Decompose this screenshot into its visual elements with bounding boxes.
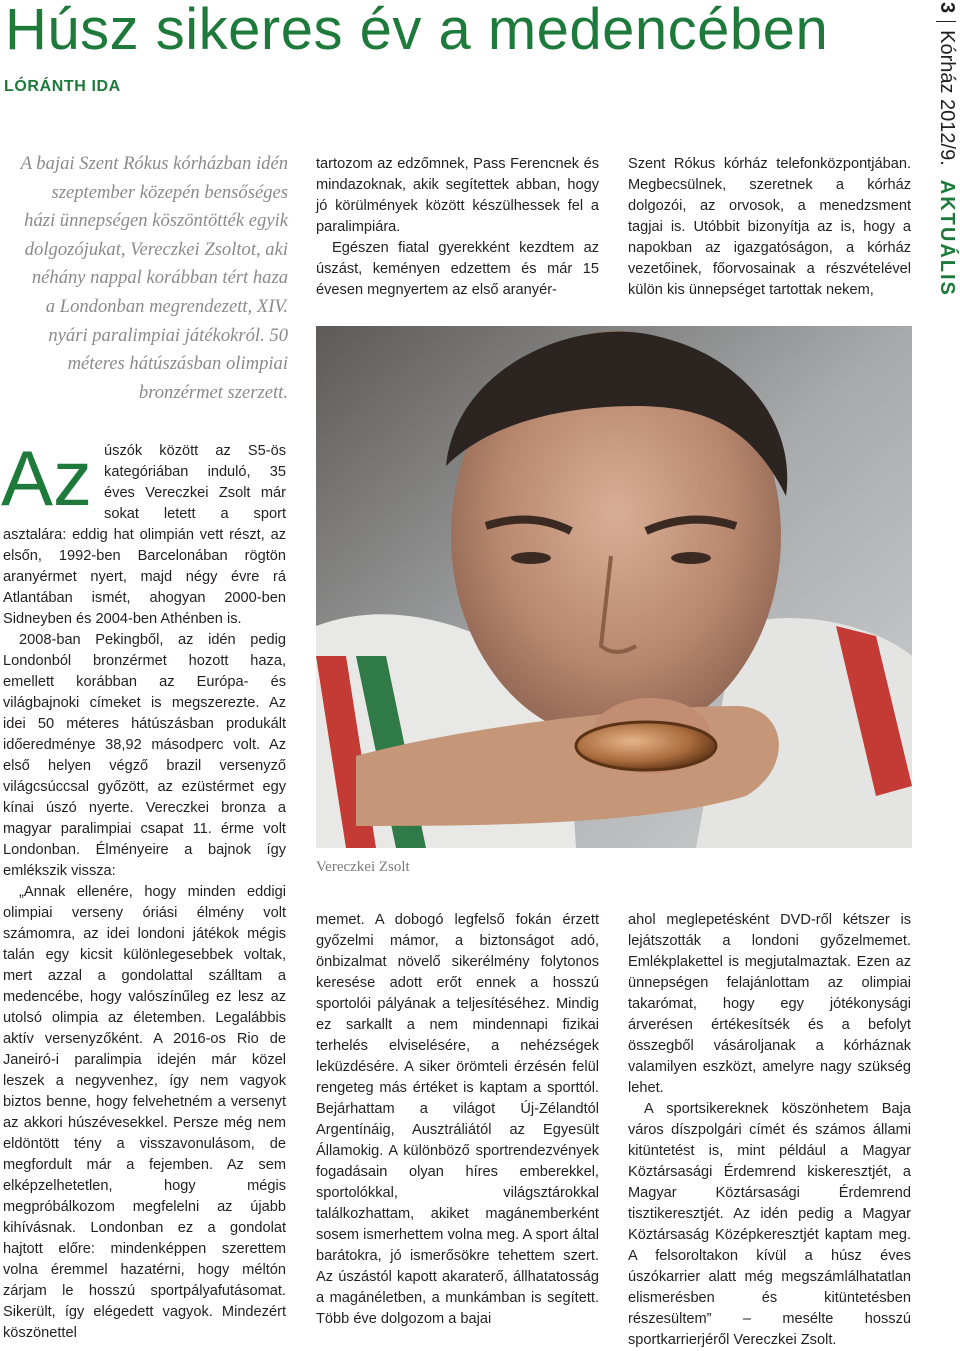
body-paragraph: Szent Rókus kórház telefonközpontjában. Megbecsülnek, szeretnek a kórház dolgozói, az orvosok, a menedzsment tagjai is. Utóbbit bizonyítja az is, hogy a napokban az igazgatóságon, a kórház vezetőinek, főorvosainak a részvételével külön kis ünnepséget tartottak nekem, [628, 156, 911, 298]
body-paragraph: A sportsikereknek köszönhetem Baja város díszpolgári címét és számos állami kitüntetést is, mint például a Magyar Köztársasági Érdemrend kiskeresztjét, a Magyar Köztársasági Érdemrend tisztikeresztjét. Az idén pedig a Magyar Köztársaság Középkeresztjét kaptam meg. A felsoroltakon kívül a húsz éves úszókarrier alatt még megszámlálhatatlan elismerésben és kitüntetésben részesültem” – mesélte hosszú sportkarrierjéről Vereczkei Zsolt. [628, 1101, 911, 1348]
drop-cap: Az [1, 434, 93, 522]
body-paragraph: tartozom az edzőmnek, Pass Ferencnek és mindazoknak, akik segítettek abban, hogy jó körülmények között készülhessek fel a paralimpiára. [316, 156, 599, 235]
photo-caption: Vereczkei Zsolt [316, 859, 410, 875]
page-number: 3 [936, 2, 958, 14]
photo-illustration [316, 326, 912, 848]
sidebar-label [935, 2, 958, 297]
author-byline: LÓRÁNTH IDA [4, 78, 121, 95]
article-column-3-bottom [628, 910, 911, 1351]
lead-paragraph: A bajai Szent Rókus kórházban idén szeptember közepén bensőséges házi ünnepségen köszöntötték egyik dolgozójukat, Vereczkei Zsoltot, aki néhány nappal korábban tért haza a Londonban megrendezett, XIV. nyári paralimpiai játékokról. 50 méteres hátúszásban olimpiai bronzérmet szerzett. [20, 153, 288, 403]
body-paragraph: memet. A dobogó legfelső fokán érzett győzelmi mámor, a biztonságot adó, önbizalmat növelő sikerélmény folytonos keresése adott erőt ennek a hosszú sportolói pályának a teljesítéséhez. Mindig ez sarkallt a nem mindennapi fizikai terhelés elviselésére, a nehézségek leküzdésére. A siker örömteli érzésén felül rengeteg más értéket is kaptam a sporttól. Bejárhattam a világot Új-Zélandtól Argentínáig, Ausztráliától az Egyesült Államokig. A különböző sportrendezvények fogadásain olyan híres emberekkel, sportolókkal, világsztárokkal találkozhattam, akiket magánemberként sosem ismerhettem volna meg. A sport által barátokra, jó ismerősökre tehettem szert. Az úszástól kapott akaraterő, állhatatosság a magánéletben, a munkámban is segített. Több éve dolgozom a bajai [316, 912, 599, 1327]
body-paragraph: 2008-ban Pekingből, az idén pedig Londonból bronzérmet hozott haza, emellett korábban az Európa- és világbajnoki címeket is megszerezte. Az idei 50 méteres hátúszásban produkált időeredménye 38,92 másodperc volt. Az első helyen végző brazil versenyző világcsúccsal győzött, az ezüstérmet egy kínai úszó nyerte. Vereczkei bronza a magyar paralimpiai csapat 11. érme volt Londonban. Élményeire a bajnok így emlékszik vissza: [3, 632, 286, 879]
sidebar-divider [937, 21, 957, 22]
article-column-3-top [628, 154, 911, 301]
section-label: AKTUÁLIS [936, 179, 958, 297]
body-paragraph: Egészen fiatal gyerekként kezdtem az úszást, keményen edzettem és már 15 évesen megnyertem az első aranyér- [316, 240, 599, 298]
body-paragraph: ahol meglepetésként DVD-ről kétszer is lejátszották a londoni győzelmemet. Emlékplakettel is megjutalmaztak. Ezen az ünnepségen felajánlottam az olimpiai takarómat, hogy egy jótékonysági árverésen értékesítsék és a befolyt összegből vásároljanak a kórháznak valamilyen eszközt, amelyre nagy szükség lehet. [628, 912, 911, 1096]
body-paragraph: Az úszók között az S5-ös kategóriában induló, 35 éves Vereczkei Zsolt már sokat letett a sport asztalára: eddig hat olimpián vett részt, az elsőn, 1992-ben Barcelonában rögtön aranyérmet nyert, majd négy évre rá Atlantában ismét, ahogyan 2000-ben Sidneyben és 2004-ben Athénben is. [1, 434, 286, 627]
article-column-2-top [316, 154, 599, 301]
page-sidebar [918, 0, 960, 300]
page-title: Húsz sikeres év a medencében [5, 0, 829, 62]
body-paragraph: „Annak ellenére, hogy minden eddigi olimpiai verseny óriási élmény volt számomra, az idei londoni játékok mégis talán egy kicsit különlegesebbek voltak, mert azzal a gondolattal szálltam a medencébe, hogy valószínűleg ez lesz az utolsó olimpia az életemben. Legalábbis aktív versenyzőként. A 2016-os Rio de Janeiró-i paralimpia idején már közel leszek a negyvenhez, így nem vagyok biztos benne, hogy felvehetném a versenyt az akkori húszévesekkel. Persze még nem eldöntött tény a visszavonulásom, de megfordult már a fejemben. Az sem elképzelhetetlen, hogy mégis megpróbálkozom megfelelni az újabb kihívásnak. Londonban ez a gondolat hajtott előre: mindenképpen szerettem volna éremmel hazatérni, hogy méltón zárjam le hosszú sportpályafutásomat. Sikerült, így elégedett vagyok. Mindezért köszönettel [3, 884, 286, 1341]
issue-label: Kórház 2012/9. [936, 30, 958, 166]
article-column-1 [1, 434, 286, 1344]
article-column-2-bottom [316, 910, 599, 1330]
athlete-photo [316, 326, 912, 848]
